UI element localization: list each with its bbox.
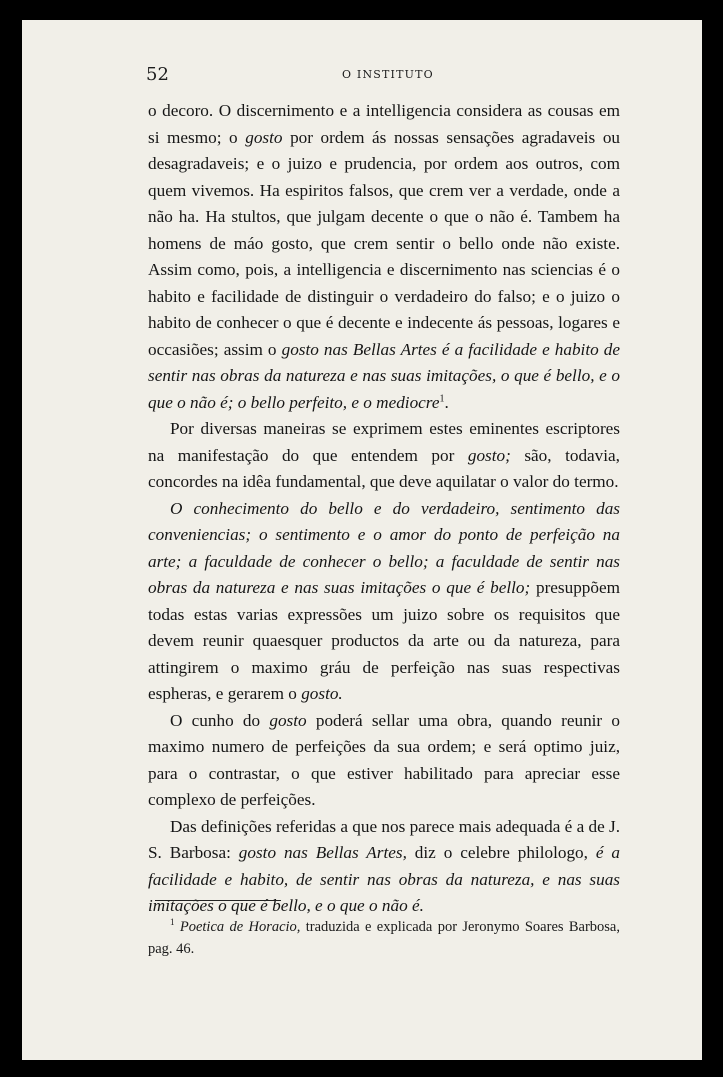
italic-run: gosto [269,710,307,730]
footnote-divider [155,900,281,901]
text-run: Por diversas maneiras se exprimem estes eminentes escriptores na manifestação do que entendem por [148,419,620,465]
document-page [22,20,702,1060]
italic-run: gosto; [467,445,511,465]
paragraph-3 [148,496,620,708]
text-run: Das definições referidas a que nos parece mais adequada é a de J. S. Barbosa: [148,816,621,862]
running-title: O INSTITUTO [342,68,434,81]
italic-run: gosto nas Bellas Artes, [238,843,407,862]
paragraph-5 [148,814,620,920]
text-run: . [444,392,449,412]
italic-run: O conhecimento do bello e do verdadeiro, sentimento das conveniencias; o sentimento e o amor do ponto de perfeição na arte; a faculdade de conhecer o bello; a faculdade de sentir nas obras da natureza e nas suas imitações o que é bello; [148,498,620,597]
text-run: por ordem ás nossas sensações agradaveis ou desagradaveis; e o juizo e prudencia, por ordem aos outros, com quem vivemos. Ha espiritos falsos, que crem ver a verdade, onde a não ha. Ha stultos, que julgam decente o que o não é. Tambem ha homens de máo gosto, que crem sentir o bello onde não existe. Assim como, pois, a intelligencia e discernimento nas sciencias é o habito e facilidade de distinguir o verdadeiro do falso; e o juizo o habito de conhecer o que é decente e indecente ás pessoas, logares e occasiões; assim o [148,127,621,359]
running-head [146,64,618,88]
paragraph-4 [148,708,620,814]
footnote [148,916,620,960]
italic-run: gosto. [301,684,343,703]
italic-run: gosto nas Bellas Artes é a facilidade e habito de sentir nas obras da natureza e nas suas imitações, o que é bello, e o que o não é; o bello perfeito, e o mediocre [148,339,620,412]
paragraph-2 [148,416,620,496]
text-run: o decoro. O discernimento e a intelligencia considera as cousas em si mesmo; o [148,101,620,147]
text-run: presuppõem todas estas varias expressões um juizo sobre os requisitos que devem reunir quaesquer productos da arte ou da natureza, para attingirem o maximo gráu de perfeição nas suas respectivas espheras, e gerarem o [148,578,620,703]
text-run: diz o celebre philologo, [406,843,596,862]
footnote-marker: 1 [170,917,175,928]
text-run: são, todavia, concordes na idêa fundamental, que deve aquilatar o valor do termo. [148,445,620,491]
text-run: poderá sellar uma obra, quando reunir o maximo numero de perfeições da sua ordem; e será optimo juiz, para o contrastar, o que estiver habilitado para apreciar esse complexo de perfeições. [148,710,620,809]
italic-run: gosto [245,127,283,147]
body-text [148,98,620,920]
italic-run: é a facilidade e habito, de sentir nas obras da natureza, e nas suas imitações o que é bello, e o que o não é. [148,843,620,915]
footnote-ref[interactable]: 1 [439,392,445,404]
text-run: O cunho do [170,710,270,730]
footnote-title: Poetica de Horacio, [179,919,301,935]
footnote-text: traduzida e explicada por Jeronymo Soares Barbosa, pag. 46. [148,919,620,957]
page-number: 52 [146,64,169,85]
paragraph-1 [148,98,620,416]
